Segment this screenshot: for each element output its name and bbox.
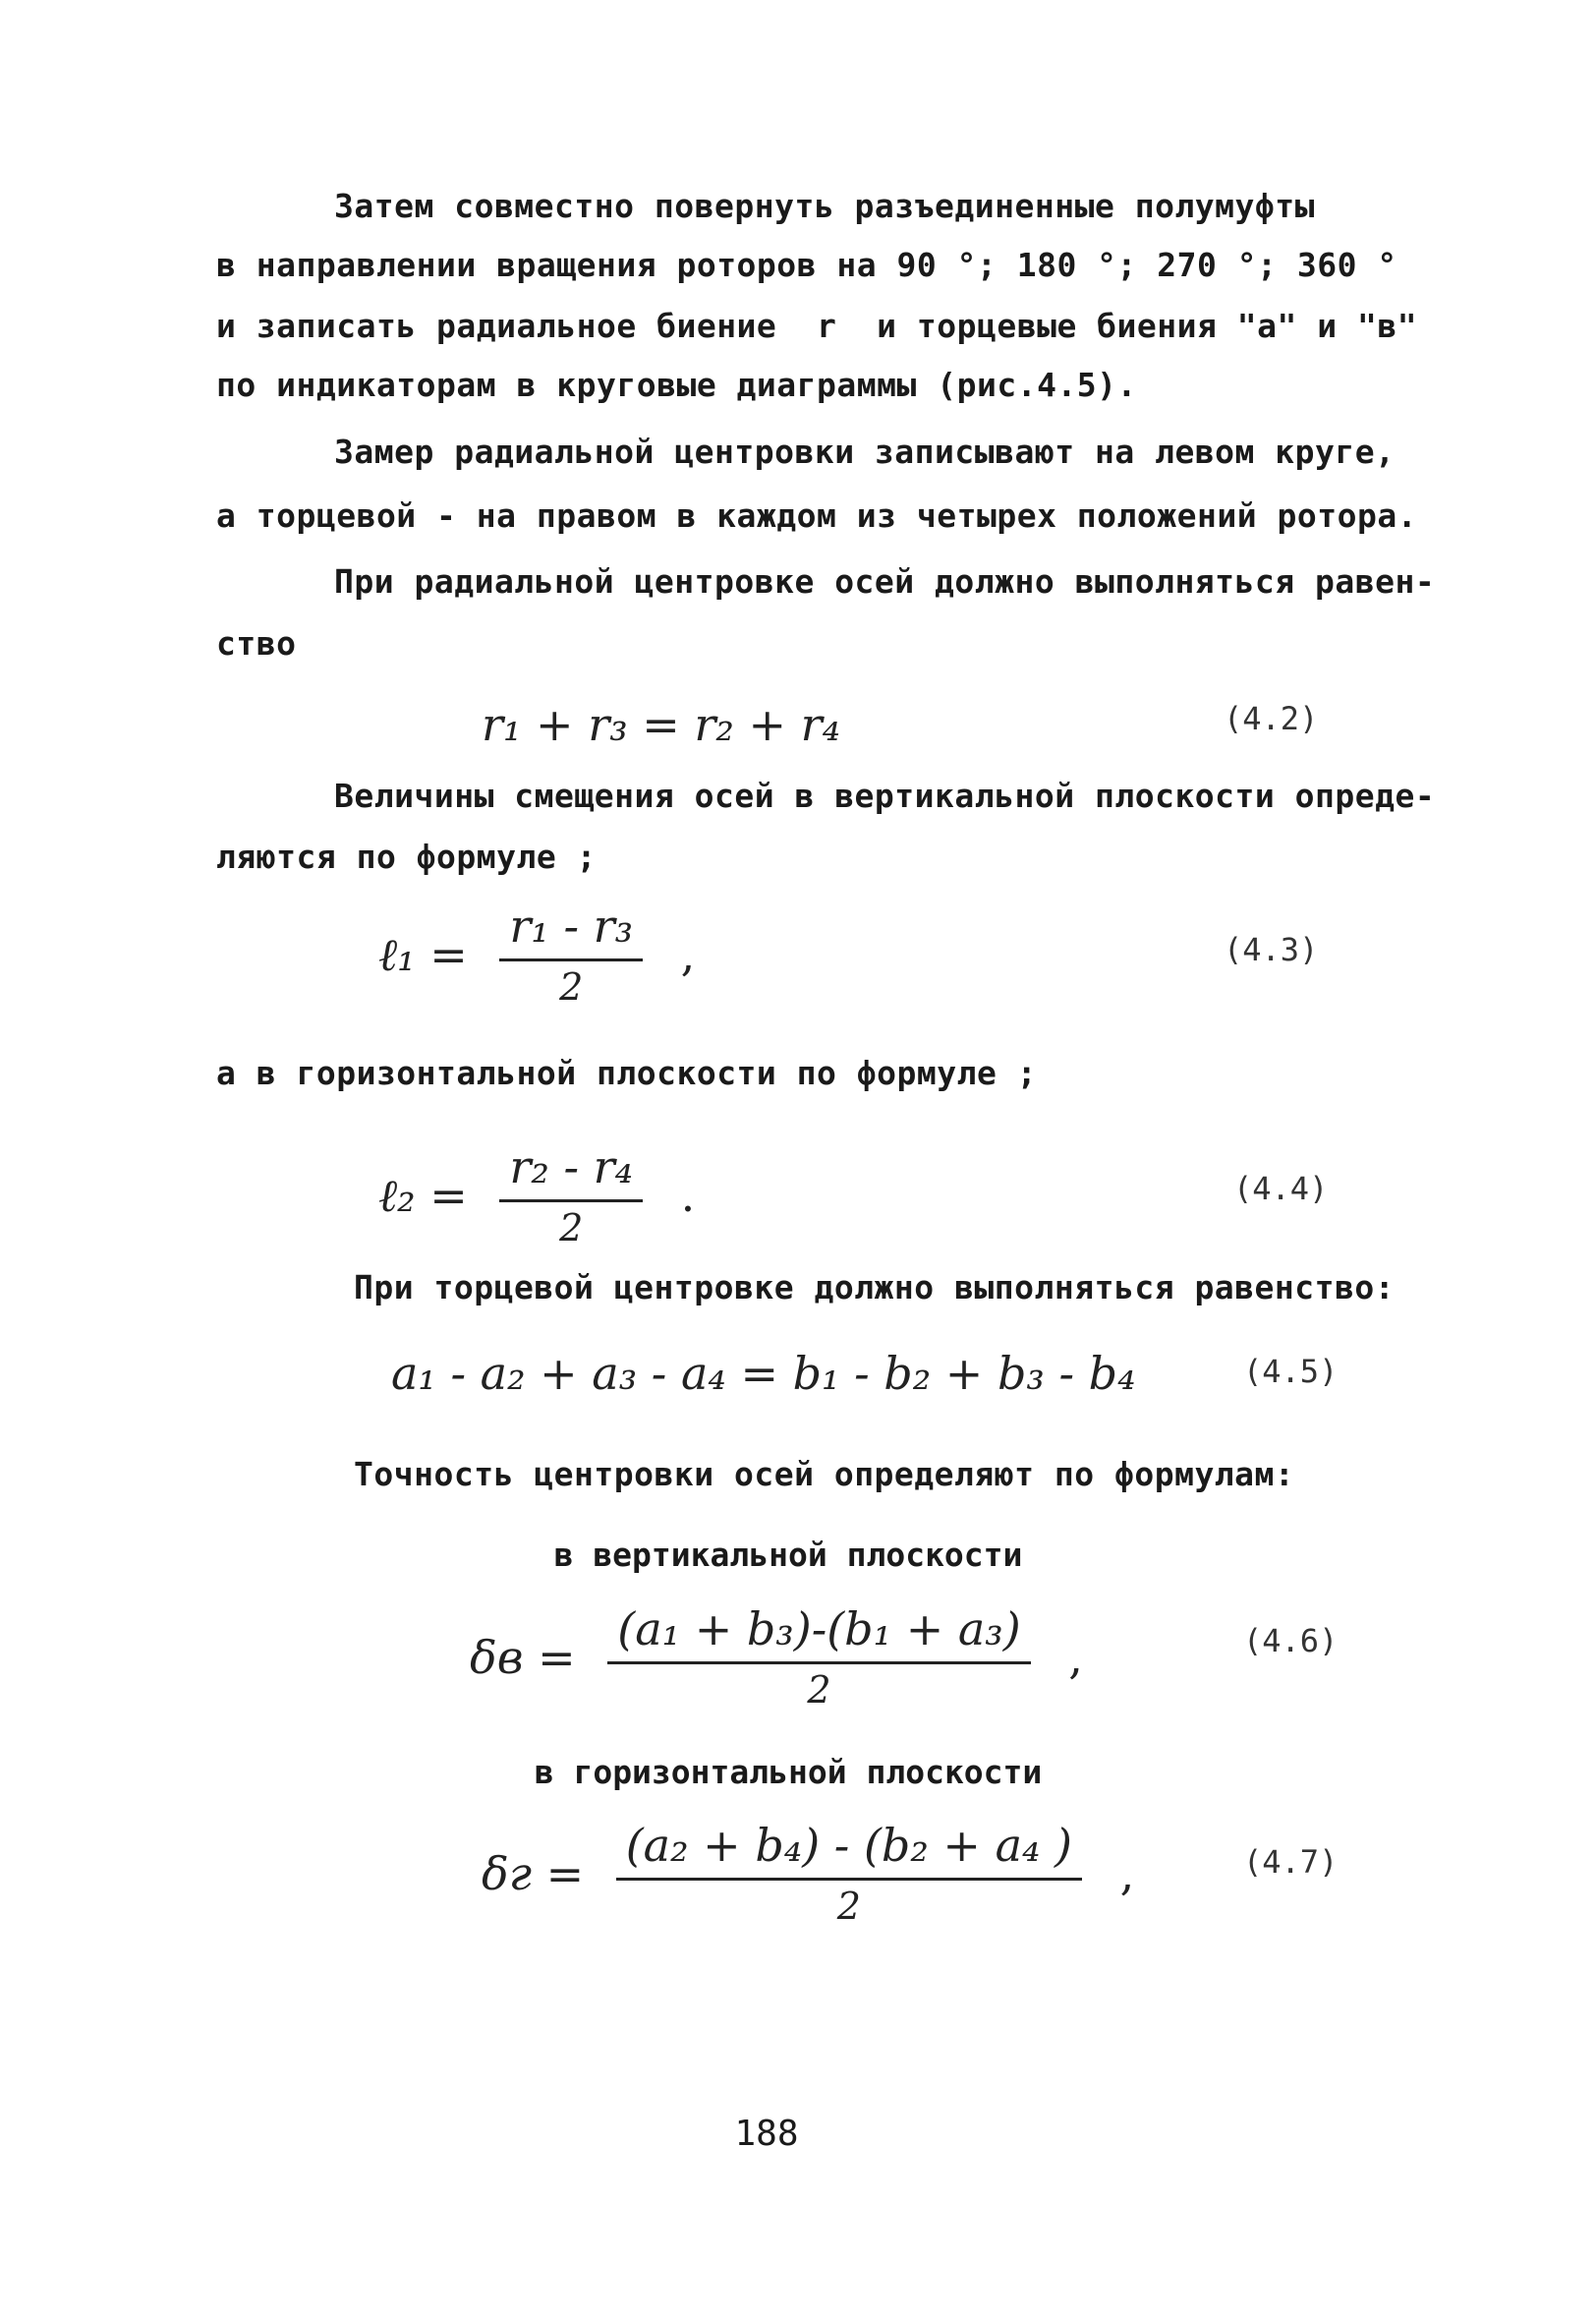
equation-4-3 [0,900,1596,1017]
paragraph-7: Точность центровки осей определяют по формулам: [354,1455,1295,1493]
equation-4-3-formula [378,900,695,1009]
equation-4-7-numerator: (a₂ + b₄) - (b₂ + a₄ ) [616,1819,1082,1881]
equation-4-3-numerator: r₁ - r₃ [499,900,643,961]
equation-4-5 [0,1347,1596,1465]
equation-4-3-number: (4.3) [1224,931,1319,968]
paragraph-1-line-4: по индикаторам в круговые диаграммы (рис.4.5). [216,366,1137,404]
equation-4-2-number: (4.2) [1224,700,1319,737]
paragraph-3-line-2: ство [216,624,297,663]
paragraph-4-line-2: ляются по формуле ; [216,838,597,876]
paragraph-5: а в горизонтальной плоскости по формуле ; [216,1054,1038,1092]
equation-4-7-number: (4.7) [1243,1843,1339,1881]
equation-4-7-denominator: 2 [836,1885,861,1928]
equation-4-6-punct: , [1068,1630,1083,1684]
equation-4-3-punct: , [680,927,696,981]
equation-4-4-numerator: r₂ - r₄ [499,1140,643,1202]
equation-4-6-fraction [607,1602,1030,1712]
equation-4-4-formula [378,1140,695,1249]
equation-4-7-lhs: δг = [482,1846,585,1900]
equation-4-5-formula: a₁ - a₂ + a₃ - a₄ = b₁ - b₂ + b₃ - b₄ [391,1347,1136,1400]
equation-4-6-number: (4.6) [1243,1622,1339,1659]
equation-4-5-number: (4.5) [1243,1353,1339,1390]
equation-4-4-lhs: ℓ₂ = [378,1168,468,1222]
equation-4-7-punct: , [1119,1846,1135,1900]
paragraph-1-line-3: и записать радиальное биение r и торцевые биения "а" и "в" [216,307,1418,345]
equation-4-2-formula: r₁ + r₃ = r₂ + r₄ [482,698,841,751]
paragraph-4-line-1: Величины смещения осей в вертикальной плоскости опреде- [334,777,1436,815]
equation-4-6 [0,1602,1596,1720]
equation-4-4-number: (4.4) [1233,1170,1329,1207]
paragraph-3-line-1: При радиальной центровке осей должно выполняться равен- [334,562,1436,601]
equation-4-3-fraction [499,900,643,1009]
equation-4-3-denominator: 2 [559,965,584,1009]
equation-4-3-lhs: ℓ₁ = [378,927,468,981]
equation-4-6-formula [470,1602,1083,1712]
paragraph-2-line-2: а торцевой - на правом в каждом из четырех положений ротора. [216,496,1418,535]
subheading-vertical: в вертикальной плоскости [553,1536,1023,1574]
paragraph-1-line-2: в направлении вращения роторов на 90 °; 180 °; 270 °; 360 ° [216,246,1397,284]
equation-4-4 [0,1140,1596,1258]
equation-4-6-denominator: 2 [807,1668,831,1712]
paragraph-6: При торцевой центровке должно выполняться равенство: [354,1268,1396,1306]
equation-4-7-formula [482,1819,1134,1928]
equation-4-6-numerator: (a₁ + b₃)-(b₁ + a₃) [607,1602,1030,1664]
equation-4-7 [0,1819,1596,1937]
subheading-horizontal: в горизонтальной плоскости [534,1753,1043,1791]
equation-4-4-denominator: 2 [559,1206,584,1249]
paragraph-2-line-1: Замер радиальной центровки записывают на левом круге, [334,433,1396,471]
paragraph-1-line-1: Затем совместно повернуть разъединенные полумуфты [334,187,1316,225]
equation-4-4-punct: . [680,1168,696,1222]
equation-4-6-lhs: δв = [470,1630,576,1684]
equation-4-7-fraction [616,1819,1082,1928]
equation-4-4-fraction [499,1140,643,1249]
page-number: 188 [734,2114,799,2154]
